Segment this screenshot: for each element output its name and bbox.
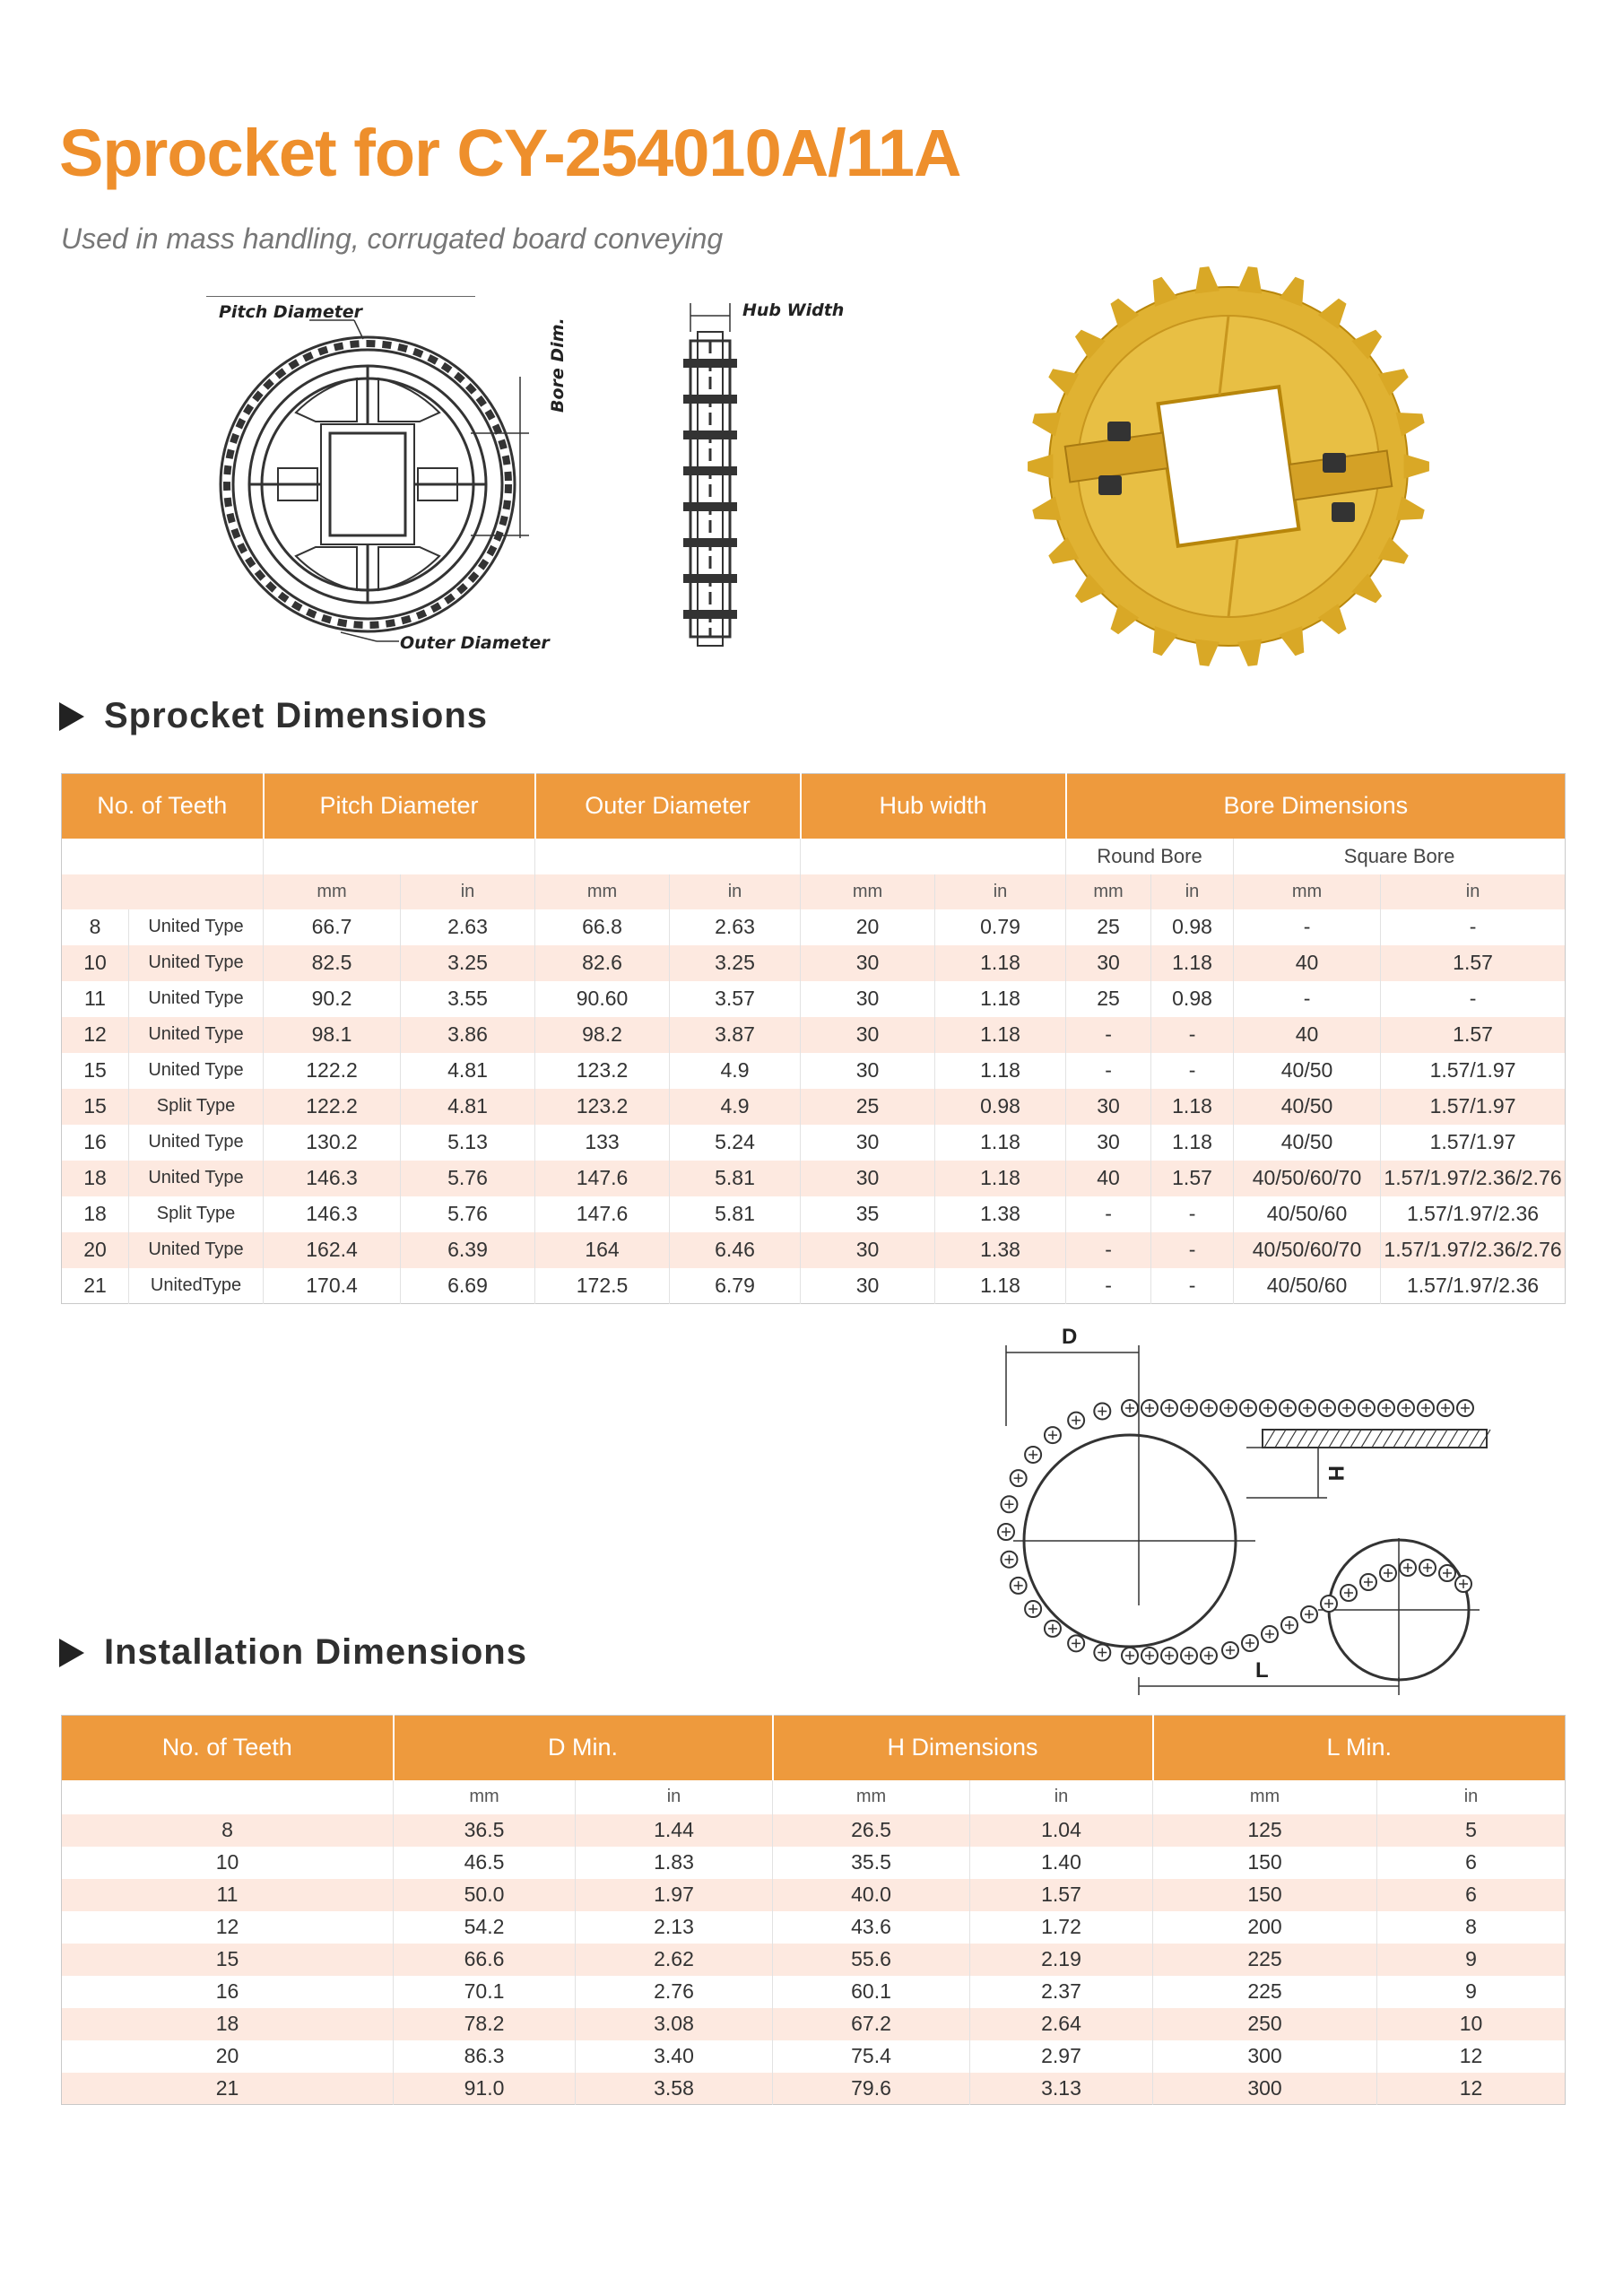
type-cell: United Type bbox=[129, 1232, 264, 1268]
table-cell: - bbox=[1066, 1017, 1151, 1053]
table-cell: 66.7 bbox=[264, 909, 401, 945]
table-cell: 1.57/1.97/2.36/2.76 bbox=[1381, 1232, 1566, 1268]
table-row bbox=[62, 1125, 1566, 1161]
installation-diagram bbox=[995, 1318, 1533, 1695]
table-cell: 35.5 bbox=[773, 1847, 970, 1879]
table-cell: 1.38 bbox=[935, 1196, 1066, 1232]
table-cell: 146.3 bbox=[264, 1196, 401, 1232]
type-cell: United Type bbox=[129, 1017, 264, 1053]
table-cell: 5.24 bbox=[670, 1125, 801, 1161]
sprocket-product-image bbox=[1013, 260, 1444, 673]
col-header-teeth: No. of Teeth bbox=[62, 1716, 394, 1780]
table-cell: 0.98 bbox=[1151, 909, 1234, 945]
table-cell: 0.98 bbox=[1151, 981, 1234, 1017]
table-cell: 3.86 bbox=[401, 1017, 535, 1053]
table-cell: 25 bbox=[1066, 981, 1151, 1017]
unit-cell: mm bbox=[1234, 874, 1381, 909]
table-cell: 75.4 bbox=[773, 2040, 970, 2073]
unit-cell: mm bbox=[773, 1780, 970, 1814]
table-cell: 36.5 bbox=[394, 1814, 576, 1847]
table-cell: 200 bbox=[1153, 1911, 1377, 1944]
table-cell: 2.13 bbox=[576, 1911, 773, 1944]
table-cell: 21 bbox=[62, 1268, 129, 1304]
table-cell: 225 bbox=[1153, 1944, 1377, 1976]
table-cell: 98.1 bbox=[264, 1017, 401, 1053]
table-cell: 1.04 bbox=[970, 1814, 1153, 1847]
table-cell: 3.08 bbox=[576, 2008, 773, 2040]
units-row bbox=[62, 874, 1566, 909]
table-cell: 9 bbox=[1377, 1976, 1566, 2008]
table-cell: 50.0 bbox=[394, 1879, 576, 1911]
table-row bbox=[62, 2040, 1566, 2073]
table-cell: 0.98 bbox=[935, 1089, 1066, 1125]
table-cell: 79.6 bbox=[773, 2073, 970, 2105]
table-cell: 1.57/1.97 bbox=[1381, 1125, 1566, 1161]
table-cell: 1.57/1.97 bbox=[1381, 1053, 1566, 1089]
table-cell: 172.5 bbox=[535, 1268, 670, 1304]
table-row bbox=[62, 1814, 1566, 1847]
table-cell: 6.79 bbox=[670, 1268, 801, 1304]
triangle-bullet-icon bbox=[59, 1639, 84, 1667]
table-cell: - bbox=[1234, 909, 1381, 945]
table-cell: 2.37 bbox=[970, 1976, 1153, 2008]
table-cell: 147.6 bbox=[535, 1196, 670, 1232]
table-cell: 146.3 bbox=[264, 1161, 401, 1196]
table-cell: 30 bbox=[801, 1053, 935, 1089]
table-cell: 1.18 bbox=[1151, 1125, 1234, 1161]
type-cell: UnitedType bbox=[129, 1268, 264, 1304]
units-row bbox=[62, 1780, 1566, 1814]
triangle-bullet-icon bbox=[59, 702, 84, 731]
type-cell: United Type bbox=[129, 909, 264, 945]
table-cell: 40 bbox=[1066, 1161, 1151, 1196]
table-cell: 1.57 bbox=[1381, 945, 1566, 981]
sprocket-tooth bbox=[1028, 454, 1053, 478]
table-cell: 30 bbox=[801, 945, 935, 981]
unit-cell: in bbox=[576, 1780, 773, 1814]
col-header-hub-width: Hub width bbox=[801, 774, 1066, 839]
h-label: H bbox=[1324, 1465, 1348, 1482]
table-cell: 1.18 bbox=[1151, 945, 1234, 981]
table-cell: 8 bbox=[1377, 1911, 1566, 1944]
unit-cell: mm bbox=[264, 874, 401, 909]
sprocket-dimensions-heading-text: Sprocket Dimensions bbox=[104, 696, 489, 735]
table-cell: 18 bbox=[62, 2008, 394, 2040]
table-cell: 164 bbox=[535, 1232, 670, 1268]
table-row bbox=[62, 1232, 1566, 1268]
bore-dim-label: Bore Dim. bbox=[548, 317, 568, 413]
table-cell: 40/50 bbox=[1234, 1089, 1381, 1125]
table-cell: 10 bbox=[1377, 2008, 1566, 2040]
table-cell: 122.2 bbox=[264, 1053, 401, 1089]
table-cell: 91.0 bbox=[394, 2073, 576, 2105]
table-row bbox=[62, 1944, 1566, 1976]
table-cell: 25 bbox=[1066, 909, 1151, 945]
table-cell: 30 bbox=[1066, 945, 1151, 981]
table-cell: 43.6 bbox=[773, 1911, 970, 1944]
table-row bbox=[62, 1196, 1566, 1232]
table-row bbox=[62, 2073, 1566, 2105]
outer-diameter-label: Outer Diameter bbox=[400, 633, 550, 653]
table-cell: 300 bbox=[1153, 2040, 1377, 2073]
page-subtitle: Used in mass handling, corrugated board conveying bbox=[61, 222, 724, 255]
table-cell: 1.18 bbox=[935, 1161, 1066, 1196]
table-cell: 5.81 bbox=[670, 1161, 801, 1196]
table-cell: 1.57 bbox=[1381, 1017, 1566, 1053]
table-cell: 2.63 bbox=[670, 909, 801, 945]
table-cell: 30 bbox=[801, 1268, 935, 1304]
table-cell: 133 bbox=[535, 1125, 670, 1161]
table-cell: - bbox=[1151, 1232, 1234, 1268]
table-cell: 1.57 bbox=[1151, 1161, 1234, 1196]
table-cell: 1.83 bbox=[576, 1847, 773, 1879]
table-cell: 123.2 bbox=[535, 1053, 670, 1089]
table-cell: 8 bbox=[62, 909, 129, 945]
table-cell: 18 bbox=[62, 1196, 129, 1232]
table-cell: 0.79 bbox=[935, 909, 1066, 945]
table-cell: - bbox=[1066, 1268, 1151, 1304]
table-cell: - bbox=[1066, 1053, 1151, 1089]
sprocket-tooth bbox=[1237, 639, 1262, 665]
table-cell: 162.4 bbox=[264, 1232, 401, 1268]
table-cell: 4.9 bbox=[670, 1053, 801, 1089]
type-cell: Split Type bbox=[129, 1196, 264, 1232]
unit-cell: in bbox=[401, 874, 535, 909]
table-cell: 1.38 bbox=[935, 1232, 1066, 1268]
table-cell: 1.57 bbox=[970, 1879, 1153, 1911]
pitch-diameter-label: Pitch Diameter bbox=[219, 302, 363, 322]
unit-cell: mm bbox=[801, 874, 935, 909]
table-cell: 40 bbox=[1234, 945, 1381, 981]
type-cell: United Type bbox=[129, 945, 264, 981]
table-cell: 30 bbox=[1066, 1125, 1151, 1161]
table-row bbox=[62, 1161, 1566, 1196]
table-cell: 5.81 bbox=[670, 1196, 801, 1232]
unit-cell: in bbox=[935, 874, 1066, 909]
table-cell: 67.2 bbox=[773, 2008, 970, 2040]
table-cell: - bbox=[1151, 1053, 1234, 1089]
table-cell: 5 bbox=[1377, 1814, 1566, 1847]
square-bore-label: Square Bore bbox=[1234, 839, 1566, 874]
table-cell: 12 bbox=[62, 1911, 394, 1944]
table-cell: 2.64 bbox=[970, 2008, 1153, 2040]
installation-dimensions-table bbox=[61, 1715, 1566, 2105]
table-cell: 20 bbox=[801, 909, 935, 945]
table-cell: 4.81 bbox=[401, 1089, 535, 1125]
table-cell: 1.57/1.97 bbox=[1381, 1089, 1566, 1125]
type-cell: Split Type bbox=[129, 1089, 264, 1125]
table-cell: 3.87 bbox=[670, 1017, 801, 1053]
table-cell: 16 bbox=[62, 1976, 394, 2008]
table-cell: 12 bbox=[1377, 2073, 1566, 2105]
table-cell: 1.57/1.97/2.36 bbox=[1381, 1196, 1566, 1232]
table-cell: 11 bbox=[62, 981, 129, 1017]
unit-cell: in bbox=[1381, 874, 1566, 909]
table-cell: 82.5 bbox=[264, 945, 401, 981]
table-cell: 21 bbox=[62, 2073, 394, 2105]
table-cell: 40/50/60/70 bbox=[1234, 1161, 1381, 1196]
table-cell: 40/50/60 bbox=[1234, 1196, 1381, 1232]
table-cell: 3.55 bbox=[401, 981, 535, 1017]
table-cell: 66.8 bbox=[535, 909, 670, 945]
table-cell: - bbox=[1066, 1196, 1151, 1232]
table-cell: 6 bbox=[1377, 1879, 1566, 1911]
table-cell: 150 bbox=[1153, 1879, 1377, 1911]
type-cell: United Type bbox=[129, 981, 264, 1017]
table-cell: 82.6 bbox=[535, 945, 670, 981]
table-cell: 40 bbox=[1234, 1017, 1381, 1053]
installation-dimensions-heading bbox=[59, 1632, 527, 1673]
table-cell: 9 bbox=[1377, 1944, 1566, 1976]
table-cell: 250 bbox=[1153, 2008, 1377, 2040]
table-cell: 1.18 bbox=[935, 1268, 1066, 1304]
table-cell: 3.58 bbox=[576, 2073, 773, 2105]
col-header-l-min: L Min. bbox=[1153, 1716, 1566, 1780]
table-cell: - bbox=[1151, 1017, 1234, 1053]
table-cell: 60.1 bbox=[773, 1976, 970, 2008]
table-cell: 3.25 bbox=[670, 945, 801, 981]
table-cell: 11 bbox=[62, 1879, 394, 1911]
table-cell: 1.40 bbox=[970, 1847, 1153, 1879]
table-row bbox=[62, 1911, 1566, 1944]
table-cell: 70.1 bbox=[394, 1976, 576, 2008]
sprocket-front-view-drawing bbox=[206, 296, 601, 664]
table-cell: 1.18 bbox=[935, 1017, 1066, 1053]
table-cell: 30 bbox=[801, 1232, 935, 1268]
table-cell: 1.18 bbox=[935, 981, 1066, 1017]
table-cell: 20 bbox=[62, 1232, 129, 1268]
table-cell: 46.5 bbox=[394, 1847, 576, 1879]
table-cell: 25 bbox=[801, 1089, 935, 1125]
table-cell: 30 bbox=[1066, 1089, 1151, 1125]
table-cell: - bbox=[1151, 1268, 1234, 1304]
table-cell: 15 bbox=[62, 1944, 394, 1976]
table-cell: 12 bbox=[62, 1017, 129, 1053]
table-cell: 6.39 bbox=[401, 1232, 535, 1268]
col-header-bore-dimensions: Bore Dimensions bbox=[1066, 774, 1566, 839]
table-cell: 66.6 bbox=[394, 1944, 576, 1976]
sprocket-tooth bbox=[1237, 266, 1262, 293]
unit-cell: mm bbox=[535, 874, 670, 909]
table-cell: 1.57/1.97/2.36 bbox=[1381, 1268, 1566, 1304]
table-cell: 1.18 bbox=[935, 1125, 1066, 1161]
page-title: Sprocket for CY-254010A/11A bbox=[59, 116, 961, 190]
table-cell: 8 bbox=[62, 1814, 394, 1847]
table-cell: 1.18 bbox=[1151, 1089, 1234, 1125]
table-cell: 15 bbox=[62, 1053, 129, 1089]
table-row bbox=[62, 1976, 1566, 2008]
table-cell: 78.2 bbox=[394, 2008, 576, 2040]
col-header-pitch-diameter: Pitch Diameter bbox=[264, 774, 535, 839]
table-cell: 123.2 bbox=[535, 1089, 670, 1125]
table-row bbox=[62, 1268, 1566, 1304]
type-cell: United Type bbox=[129, 1161, 264, 1196]
table-cell: 6 bbox=[1377, 1847, 1566, 1879]
unit-cell: in bbox=[1377, 1780, 1566, 1814]
table-cell: 30 bbox=[801, 1017, 935, 1053]
table-row bbox=[62, 1017, 1566, 1053]
installation-dimensions-heading-text: Installation Dimensions bbox=[104, 1632, 527, 1672]
table-cell: 5.13 bbox=[401, 1125, 535, 1161]
table-cell: 147.6 bbox=[535, 1161, 670, 1196]
table-cell: 40/50 bbox=[1234, 1125, 1381, 1161]
table-cell: 2.19 bbox=[970, 1944, 1153, 1976]
type-cell: United Type bbox=[129, 1125, 264, 1161]
table-cell: 170.4 bbox=[264, 1268, 401, 1304]
table-row bbox=[62, 981, 1566, 1017]
table-cell: 3.25 bbox=[401, 945, 535, 981]
table-cell: 55.6 bbox=[773, 1944, 970, 1976]
table-cell: - bbox=[1234, 981, 1381, 1017]
table-row bbox=[62, 945, 1566, 981]
table-cell: 86.3 bbox=[394, 2040, 576, 2073]
table-cell: 150 bbox=[1153, 1847, 1377, 1879]
sprocket-side-view-drawing bbox=[655, 296, 852, 664]
d-label: D bbox=[1062, 1325, 1078, 1349]
table-cell: 40/50/60/70 bbox=[1234, 1232, 1381, 1268]
table-cell: 6.46 bbox=[670, 1232, 801, 1268]
table-cell: 225 bbox=[1153, 1976, 1377, 2008]
col-header-teeth: No. of Teeth bbox=[62, 774, 264, 839]
table-cell: 15 bbox=[62, 1089, 129, 1125]
table-cell: 130.2 bbox=[264, 1125, 401, 1161]
table-cell: 40/50/60 bbox=[1234, 1268, 1381, 1304]
table-cell: 35 bbox=[801, 1196, 935, 1232]
table-cell: 10 bbox=[62, 945, 129, 981]
table-cell: 5.76 bbox=[401, 1196, 535, 1232]
table-cell: 1.44 bbox=[576, 1814, 773, 1847]
table-cell: 1.18 bbox=[935, 1053, 1066, 1089]
unit-cell: mm bbox=[1066, 874, 1151, 909]
unit-cell: mm bbox=[1153, 1780, 1377, 1814]
table-row bbox=[62, 909, 1566, 945]
table-cell: 2.62 bbox=[576, 1944, 773, 1976]
unit-cell: in bbox=[1151, 874, 1234, 909]
table-cell: 1.97 bbox=[576, 1879, 773, 1911]
table-cell: - bbox=[1381, 981, 1566, 1017]
table-cell: 30 bbox=[801, 1161, 935, 1196]
sprocket-tooth bbox=[1195, 639, 1219, 665]
table-cell: - bbox=[1151, 1196, 1234, 1232]
round-bore-label: Round Bore bbox=[1066, 839, 1234, 874]
table-cell: 30 bbox=[801, 1125, 935, 1161]
table-cell: 16 bbox=[62, 1125, 129, 1161]
table-cell: 3.13 bbox=[970, 2073, 1153, 2105]
sprocket-tooth bbox=[1404, 454, 1429, 478]
table-cell: 30 bbox=[801, 981, 935, 1017]
table-cell: 1.57/1.97/2.36/2.76 bbox=[1381, 1161, 1566, 1196]
col-header-d-min: D Min. bbox=[394, 1716, 773, 1780]
unit-cell: in bbox=[670, 874, 801, 909]
table-cell: - bbox=[1381, 909, 1566, 945]
table-cell: 54.2 bbox=[394, 1911, 576, 1944]
table-cell: 1.18 bbox=[935, 945, 1066, 981]
table-cell: 1.72 bbox=[970, 1911, 1153, 1944]
sprocket-dimensions-heading bbox=[59, 696, 488, 736]
table-cell: 300 bbox=[1153, 2073, 1377, 2105]
table-cell: 2.76 bbox=[576, 1976, 773, 2008]
table-cell: 4.81 bbox=[401, 1053, 535, 1089]
table-row bbox=[62, 1089, 1566, 1125]
table-cell: 12 bbox=[1377, 2040, 1566, 2073]
table-row bbox=[62, 2008, 1566, 2040]
table-cell: 5.76 bbox=[401, 1161, 535, 1196]
table-cell: 40/50 bbox=[1234, 1053, 1381, 1089]
table-cell: 26.5 bbox=[773, 1814, 970, 1847]
table-cell: 122.2 bbox=[264, 1089, 401, 1125]
table-cell: 10 bbox=[62, 1847, 394, 1879]
table-cell: 3.57 bbox=[670, 981, 801, 1017]
table-cell: 6.69 bbox=[401, 1268, 535, 1304]
col-header-h-dimensions: H Dimensions bbox=[773, 1716, 1153, 1780]
unit-cell: mm bbox=[394, 1780, 576, 1814]
table-cell: 2.97 bbox=[970, 2040, 1153, 2073]
table-cell: 3.40 bbox=[576, 2040, 773, 2073]
table-row bbox=[62, 1879, 1566, 1911]
table-row bbox=[62, 1053, 1566, 1089]
table-cell: 90.2 bbox=[264, 981, 401, 1017]
table-row bbox=[62, 1847, 1566, 1879]
table-cell: 4.9 bbox=[670, 1089, 801, 1125]
type-cell: United Type bbox=[129, 1053, 264, 1089]
unit-cell: in bbox=[970, 1780, 1153, 1814]
table-cell: - bbox=[1066, 1232, 1151, 1268]
table-cell: 98.2 bbox=[535, 1017, 670, 1053]
sprocket-tooth bbox=[1195, 266, 1219, 293]
table-cell: 90.60 bbox=[535, 981, 670, 1017]
col-header-outer-diameter: Outer Diameter bbox=[535, 774, 801, 839]
table-cell: 20 bbox=[62, 2040, 394, 2073]
bore-subheader-row bbox=[62, 839, 1566, 874]
table-cell: 125 bbox=[1153, 1814, 1377, 1847]
sprocket-dimensions-table bbox=[61, 773, 1566, 1304]
l-label: L bbox=[1255, 1658, 1269, 1683]
hub-width-label: Hub Width bbox=[742, 300, 845, 320]
table-cell: 40.0 bbox=[773, 1879, 970, 1911]
table-cell: 2.63 bbox=[401, 909, 535, 945]
table-cell: 18 bbox=[62, 1161, 129, 1196]
